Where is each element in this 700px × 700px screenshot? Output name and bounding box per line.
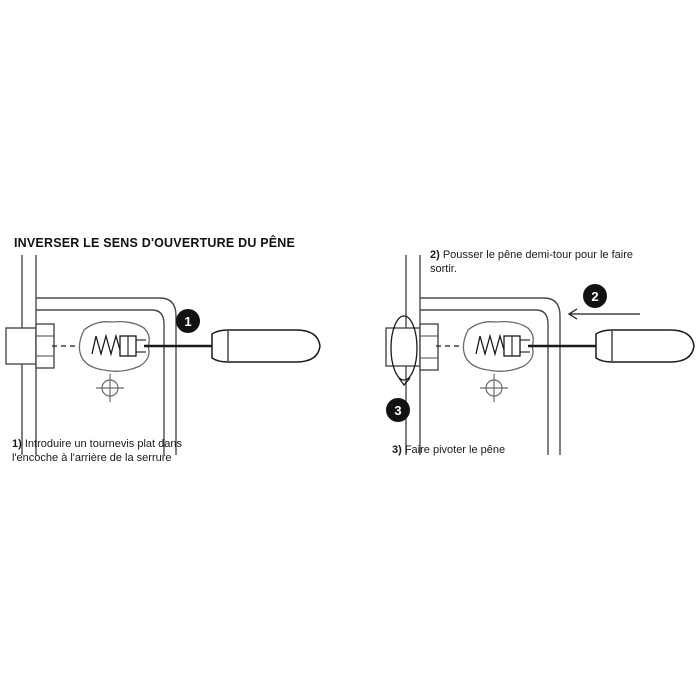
step-caption-1 xyxy=(12,437,227,465)
bolt-housing xyxy=(386,324,438,370)
step-badge-3: 3 xyxy=(386,398,410,422)
step-caption-1-number: 1) xyxy=(12,438,22,450)
page-title: INVERSER LE SENS D'OUVERTURE DU PÊNE xyxy=(14,236,296,250)
bolt-housing xyxy=(6,324,54,368)
screw-hole-crosshair xyxy=(480,374,508,402)
push-direction-arrow xyxy=(569,309,640,319)
step-caption-1-text: Introduire un tournevis plat dans l'encoche à l'arrière de la serrure xyxy=(12,438,182,464)
screwdriver-handle xyxy=(212,330,320,362)
step-caption-2-text: Pousser le pêne demi-tour pour le faire sortir. xyxy=(430,249,633,275)
step-caption-3-text: Faire pivoter le pêne xyxy=(401,444,506,456)
latch-bolt xyxy=(463,322,533,372)
screwdriver-handle xyxy=(596,330,694,362)
step-badge-1: 1 xyxy=(176,309,200,333)
latch-bolt xyxy=(79,322,149,372)
step-caption-2-number: 2) xyxy=(430,249,440,261)
step-caption-2 xyxy=(430,248,640,276)
step-caption-3 xyxy=(392,443,572,457)
step-badge-2: 2 xyxy=(583,284,607,308)
step-caption-3-number: 3) xyxy=(392,444,402,456)
screw-hole-crosshair xyxy=(96,374,124,402)
